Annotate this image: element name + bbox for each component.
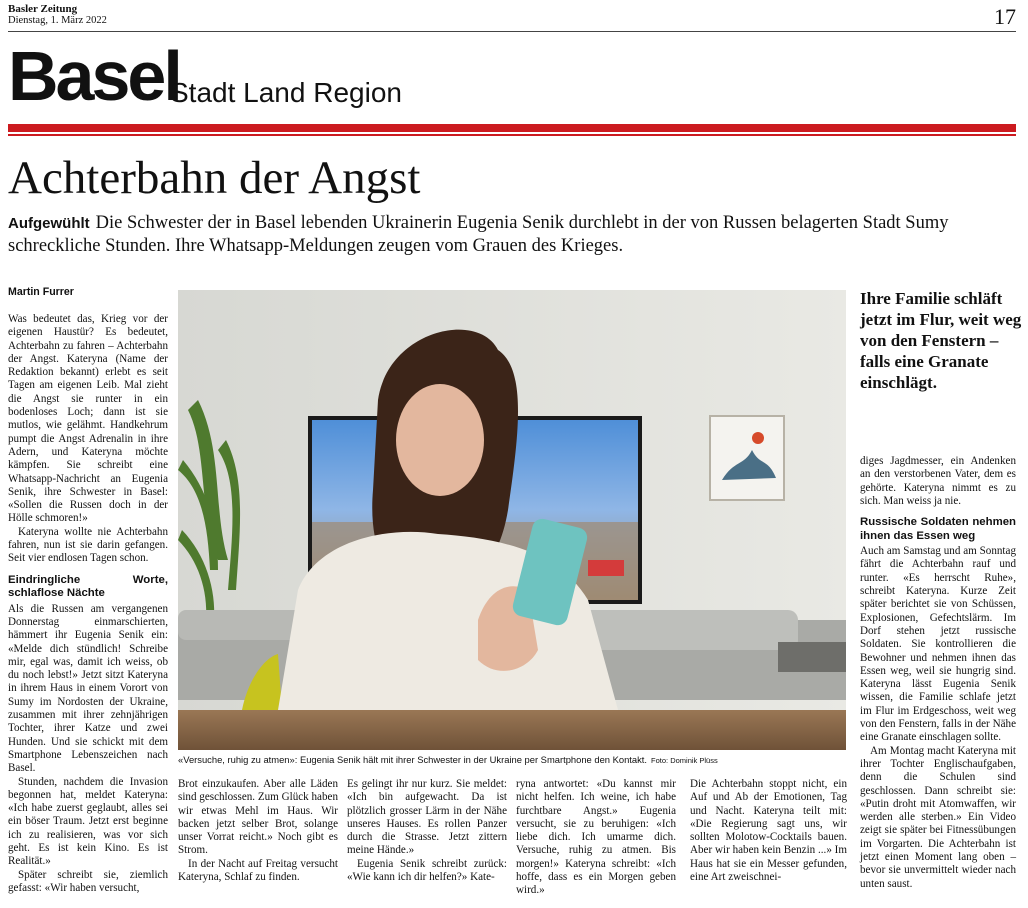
paragraph: Auch am Samstag und am Sonntag fährt die Achterbahn rauf und runter. «Es herrscht Ruhe», schreibt Kateryna. Kurze Zeit später berichtet sie von Schüssen, Explosionen, Gefechtslärm. Im Dorf stehen jetzt russische Soldaten. Sie kontrollieren die Bewohner und nehmen ihnen das Essen weg, weil sie hungrig sind. Kateryna lässt Eugenia Senik wissen, die Familie schlafe jetzt im Flur im Erdgeschoss, weit weg von den Fenstern, falls in der Nähe eine Granate einschlagen sollte. [860, 545, 1016, 744]
paragraph: Brot einzukaufen. Aber alle Läden sind geschlossen. Zum Glück haben wir etwas Mehl im Haus. Wir backen jetzt selber Brot, solange unser Vorrat reicht.» Noch gibt es Strom. [178, 778, 338, 857]
header-rule [8, 31, 1016, 32]
page-number: 17 [994, 4, 1016, 29]
lead-text: Die Schwester der in Basel lebenden Ukrainerin Eugenia Senik durchlebt in der von Russen belagerten Stadt Sumy schreckliche Stunden. Ihre Whatsapp-Meldungen zeugen vom Grauen des Krieges. [8, 213, 949, 256]
paragraph: Die Achterbahn stoppt nicht, ein Auf und Ab der Emotionen, Tag und Nacht. Kateryna teilt mit: «Die Regierung sagt uns, wir sollten Molotow-Cocktails bauen. Aber wir haben kein Benzin ...» Im Haus hat sie ein Messer gefunden, eine Art zweischnei- [690, 778, 847, 884]
text-column-5 [690, 778, 847, 884]
paragraph: diges Jagdmesser, ein Andenken an den verstorbenen Vater, dem es gehörte. Kateryna nimmt es zu sich. Man weiss ja nie. [860, 455, 1016, 507]
section-subtitle: Stadt Land Region [170, 77, 402, 108]
author-byline: Martin Furrer [8, 286, 74, 298]
paragraph: Als die Russen am vergangenen Donnerstag einmarschierten, hämmert ihr Eugenia Senik ein: «Melde dich stündlich! Schreibe mir, egal was, damit ich weiss, ob du noch lebst!» Jetzt sitzt Kateryna in ihrem Haus in einem Vorort von Sumy im Nordosten der Ukraine, zusammen mit ihrer zehnjährigen Tochter, ihrer Katze und zwei Hunden. Und sie schickt mit dem Smartphone Lebenszeichen nach Basel. [8, 602, 168, 775]
paragraph: Was bedeutet das, Krieg vor der eigenen Haustür? Es bedeutet, Achterbahn zu fahren – Achterbahn der Angst. Kateryna (Name der Redaktion bekannt) erlebt es seit Tagen am eigenen Leib. Mal zieht die Angst sie runter in ein bodenloses Loch; dann ist sie mutlos, wie gelähmt. Handkehrum pumpt die Angst Adrenalin in ihre Adern, und Kateryna möchte kämpfen. Sie schreibt eine Whatsapp-Nachricht an Eugenia Senik, ihre Schwester in Basel: «Sollen die Russen doch in der Hölle schmoren!» [8, 313, 168, 525]
pull-quote: Ihre Familie schläft jetzt im Flur, weit weg von den Fenstern – falls eine Granate einschlägt. [860, 289, 1022, 392]
text-column-2 [178, 778, 338, 884]
paragraph: Später schreibt sie, ziemlich gefasst: «Wir haben versucht, [8, 868, 168, 894]
newspaper-name: Basler Zeitung [8, 3, 78, 15]
paragraph: ryna antwortet: «Du kannst mir nicht helfen. Ich weine, ich habe furchtbare Angst.» Eugenia versucht, sie zu beruhigen: «Ich liebe dich. Ich umarme dich. Versuche, ruhig zu atmen. Bis morgen!» Kateryna schreibt: «Ich hoffe, dass es ein Morgen geben wird.» [516, 778, 676, 897]
paragraph: Am Montag macht Kateryna mit ihrer Tochter Englischaufgaben, denn die Schulen sind geschlossen. Dann schreibt sie: «Putin droht mit Atomwaffen, wir werden alle sterben.» Ein Video zeigt sie später bei Fitnessübungen im Vorgarten. Die Achterbahn ist jetzt einen Moment lang oben – bevor sie unvermittelt wieder nach unten saust. [860, 744, 1016, 890]
section-title: Basel [8, 37, 180, 115]
subheading: Russische Soldaten nehmen ihnen das Essen weg [860, 516, 1016, 542]
article-kicker: Aufgewühlt [8, 215, 90, 232]
article-lead [8, 212, 998, 257]
article-headline: Achterbahn der Angst [8, 152, 421, 204]
text-column-4 [516, 778, 676, 898]
section-red-bar [8, 124, 1016, 132]
issue-date: Dienstag, 1. März 2022 [8, 15, 107, 26]
paragraph: In der Nacht auf Freitag versucht Kateryna, Schlaf zu finden. [178, 857, 338, 884]
paragraph: Kateryna wollte nie Achterbahn fahren, nun ist sie darin gefangen. Seit vier endlosen Tagen schon. [8, 525, 168, 565]
caption-text: «Versuche, ruhig zu atmen»: Eugenia Senik hält mit ihrer Schwester in der Ukraine per Smartphone den Kontakt. [178, 754, 648, 765]
photo-illustration [178, 290, 846, 750]
text-column-3 [347, 778, 507, 884]
text-column-6 [860, 455, 1016, 891]
article-photo [178, 290, 846, 750]
text-column-1 [8, 313, 168, 895]
paragraph: Stunden, nachdem die Invasion begonnen hat, meldet Kateryna: «Ich habe zuerst geglaubt, alles sei ein böser Traum. Jetzt erst beginne ich zu realisieren, was vor sich geht. Es ist kein Kino. Es ist Realität.» [8, 775, 168, 868]
photo-credit: Foto: Dominik Plüss [651, 756, 718, 765]
section-red-rule [8, 134, 1016, 136]
paragraph: Eugenia Senik schreibt zurück: «Wie kann ich dir helfen?» Kate- [347, 857, 507, 884]
photo-caption [178, 754, 846, 765]
subheading: Eindringliche Worte, schlaflose Nächte [8, 573, 168, 600]
paragraph: Es gelingt ihr nur kurz. Sie meldet: «Ich bin aufgewacht. Da ist plötzlich grosser Lärm in der Nähe unseres Hauses. Es rollen Panzer durch die Strasse. Jetzt zittern meine Hände.» [347, 778, 507, 857]
